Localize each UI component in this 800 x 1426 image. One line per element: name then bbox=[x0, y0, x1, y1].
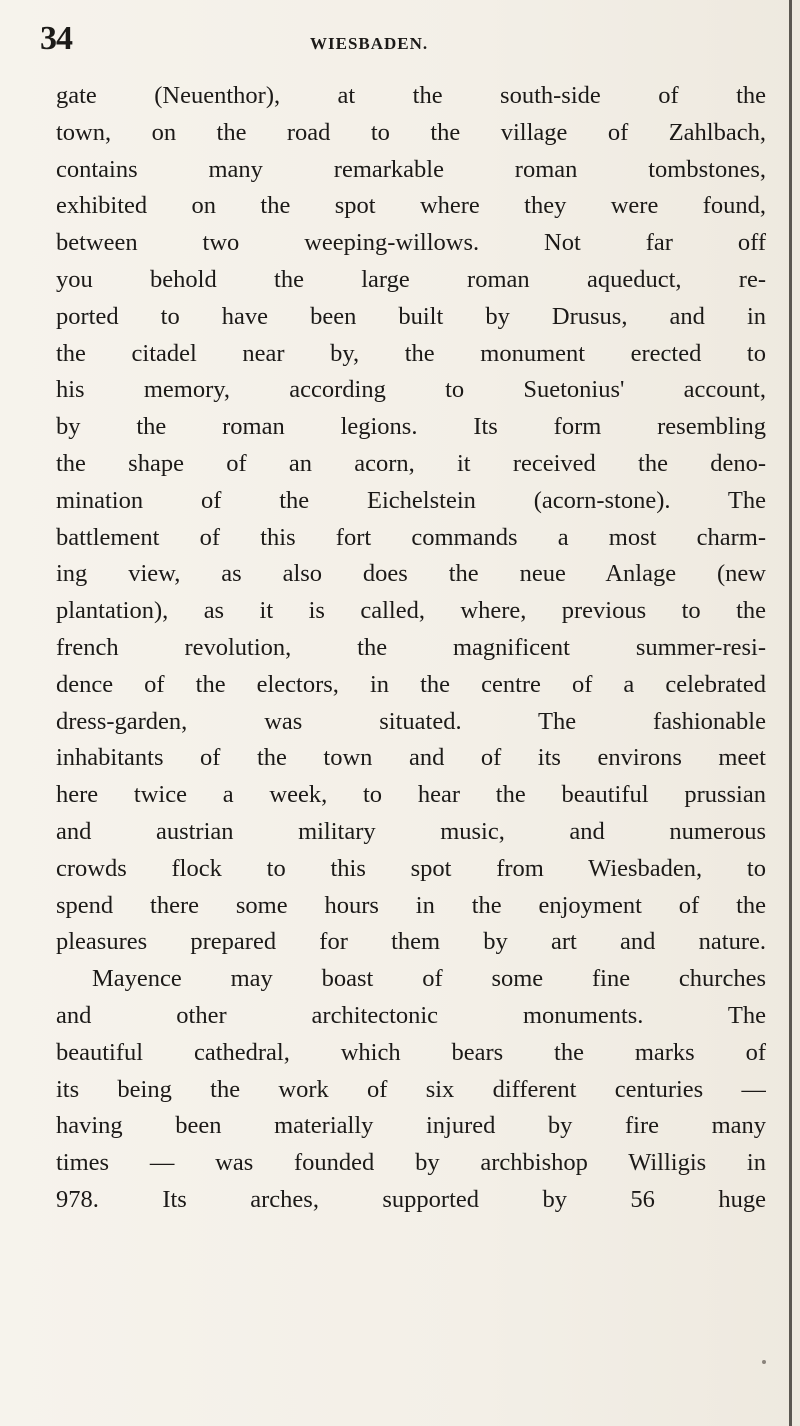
paragraph-start-line: Mayence may boast of some fine churches bbox=[92, 965, 766, 993]
text-line: french revolution, the magnificent summer-resi- bbox=[56, 633, 766, 661]
text-line: 978. Its arches, supported by 56 huge bbox=[56, 1185, 766, 1213]
text-line: beautiful cathedral, which bears the marks of bbox=[56, 1038, 766, 1066]
page-number: 34 bbox=[40, 20, 72, 57]
text-line: pleasures prepared for them by art and nature. bbox=[56, 928, 766, 956]
text-line: exhibited on the spot where they were found, bbox=[56, 192, 766, 220]
text-line: mination of the Eichelstein (acorn-stone). The bbox=[56, 486, 766, 514]
text-line: having been materially injured by fire many bbox=[56, 1112, 766, 1140]
text-line: by the roman legions. Its form resembling bbox=[56, 413, 766, 441]
text-line: ported to have been built by Drusus, and in bbox=[56, 302, 766, 330]
text-line: between two weeping-willows. Not far off bbox=[56, 229, 766, 257]
text-line: and austrian military music, and numerous bbox=[56, 817, 766, 845]
text-line: its being the work of six different centuries — bbox=[56, 1075, 766, 1103]
text-line: his memory, according to Suetonius' account, bbox=[56, 376, 766, 404]
text-line: crowds flock to this spot from Wiesbaden, to bbox=[56, 854, 766, 882]
text-line: the shape of an acorn, it received the deno- bbox=[56, 449, 766, 477]
text-line: plantation), as it is called, where, previous to the bbox=[56, 597, 766, 625]
ink-speck bbox=[762, 1360, 766, 1364]
body-text bbox=[56, 78, 766, 1219]
text-line: dress-garden, was situated. The fashionable bbox=[56, 707, 766, 735]
text-line: you behold the large roman aqueduct, re- bbox=[56, 265, 766, 293]
page-header bbox=[40, 20, 760, 64]
text-line: ing view, as also does the neue Anlage (new bbox=[56, 560, 766, 588]
page-edge-shadow bbox=[789, 0, 792, 1426]
text-line: the citadel near by, the monument erected to bbox=[56, 339, 766, 367]
text-line: and other architectonic monuments. The bbox=[56, 1001, 766, 1029]
text-line: inhabitants of the town and of its environs meet bbox=[56, 744, 766, 772]
text-line: contains many remarkable roman tombstones, bbox=[56, 155, 766, 183]
text-line: here twice a week, to hear the beautiful prussian bbox=[56, 781, 766, 809]
text-line: times — was founded by archbishop Willigis in bbox=[56, 1149, 766, 1177]
text-line: gate (Neuenthor), at the south-side of the bbox=[56, 82, 766, 109]
text-line: battlement of this fort commands a most charm- bbox=[56, 523, 766, 551]
text-line: town, on the road to the village of Zahlbach, bbox=[56, 118, 766, 146]
running-head: WIESBADEN. bbox=[310, 34, 429, 53]
text-line: spend there some hours in the enjoyment of the bbox=[56, 891, 766, 919]
text-line: dence of the electors, in the centre of a celebrated bbox=[56, 670, 766, 698]
